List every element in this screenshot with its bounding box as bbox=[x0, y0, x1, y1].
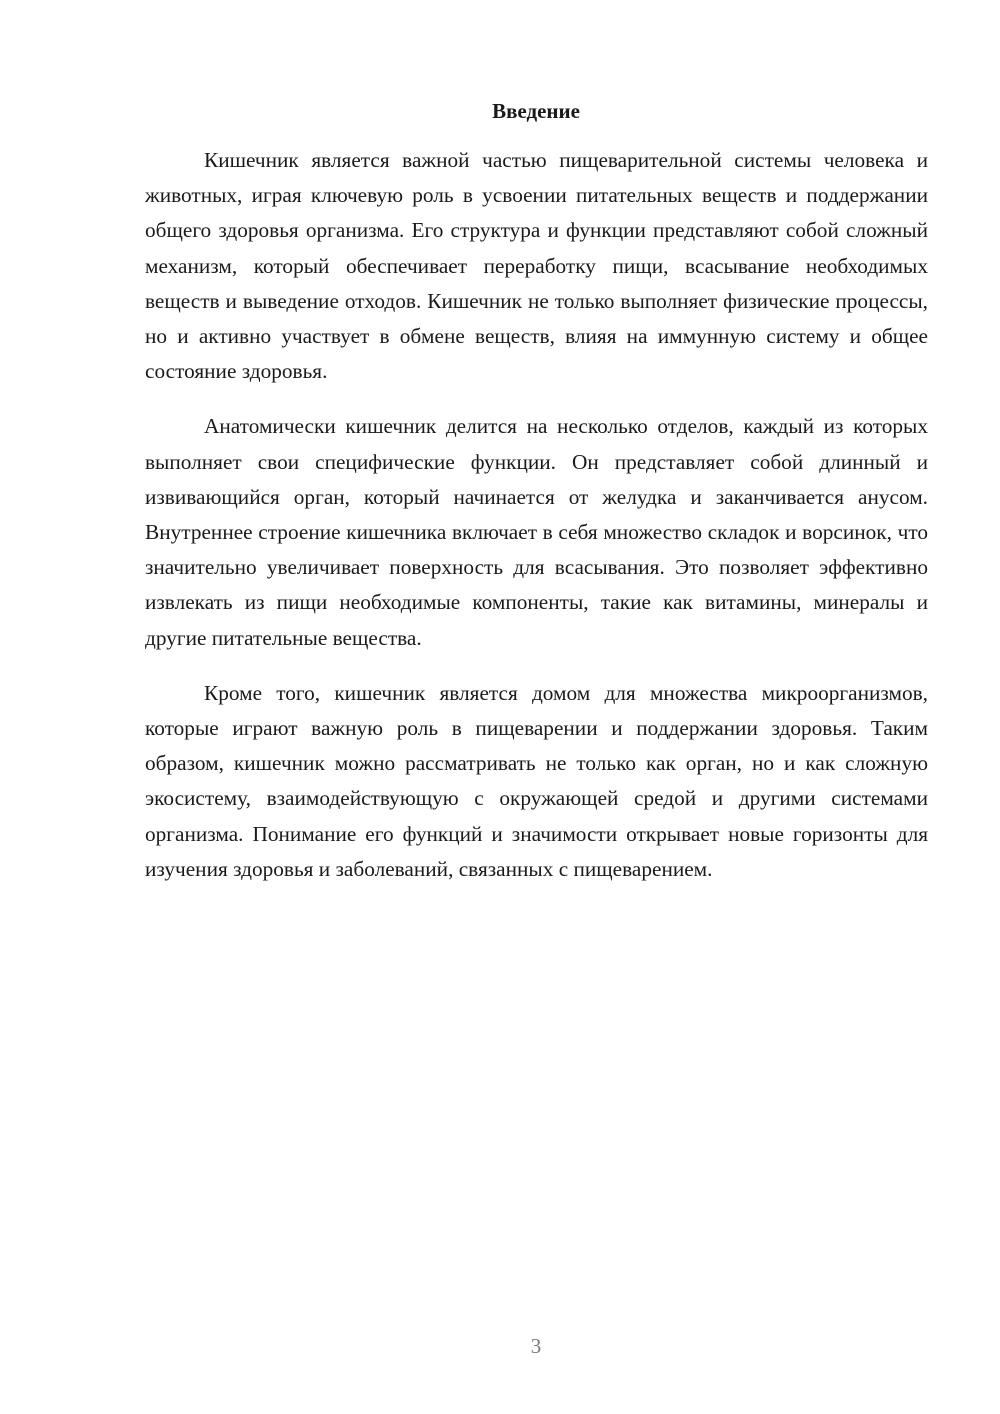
section-heading: Введение bbox=[492, 99, 580, 123]
paragraph-1: Кишечник является важной частью пищеварительной системы человека и животных, играя ключевую роль в усвоении питательных веществ и поддержании общего здоровья организма. Его структура и функции представляют собой сложный механизм, который обеспечивает переработку пищи, всасывание необходимых веществ и выведение отходов. Кишечник не только выполняет физические процессы, но и активно участвует в обмене веществ, влияя на иммунную систему и общее состояние здоровья. bbox=[145, 148, 928, 384]
paragraph-3: Кроме того, кишечник является домом для множества микроорганизмов, которые играют важную роль в пищеварении и поддержании здоровья. Таким образом, кишечник можно рассматривать не только как орган, но и как сложную экосистему, взаимодействующую с окружающей средой и другими системами организма. Понимание его функций и значимости открывает новые горизонты для изучения здоровья и заболеваний, связанных с пищеварением. bbox=[145, 680, 928, 881]
paragraph-2: Анатомически кишечник делится на несколько отделов, каждый из которых выполняет свои специфические функции. Он представляет собой длинный и извивающийся орган, который начинается от желудка и заканчивается анусом. Внутреннее строение кишечника включает в себя множество складок и ворсинок, что значительно увеличивает поверхность для всасывания. Это позволяет эффективно извлекать из пищи необходимые компоненты, такие как витамины, минералы и другие питательные вещества. bbox=[145, 414, 928, 650]
page-number: 3 bbox=[530, 1334, 542, 1358]
body-text bbox=[145, 143, 928, 887]
